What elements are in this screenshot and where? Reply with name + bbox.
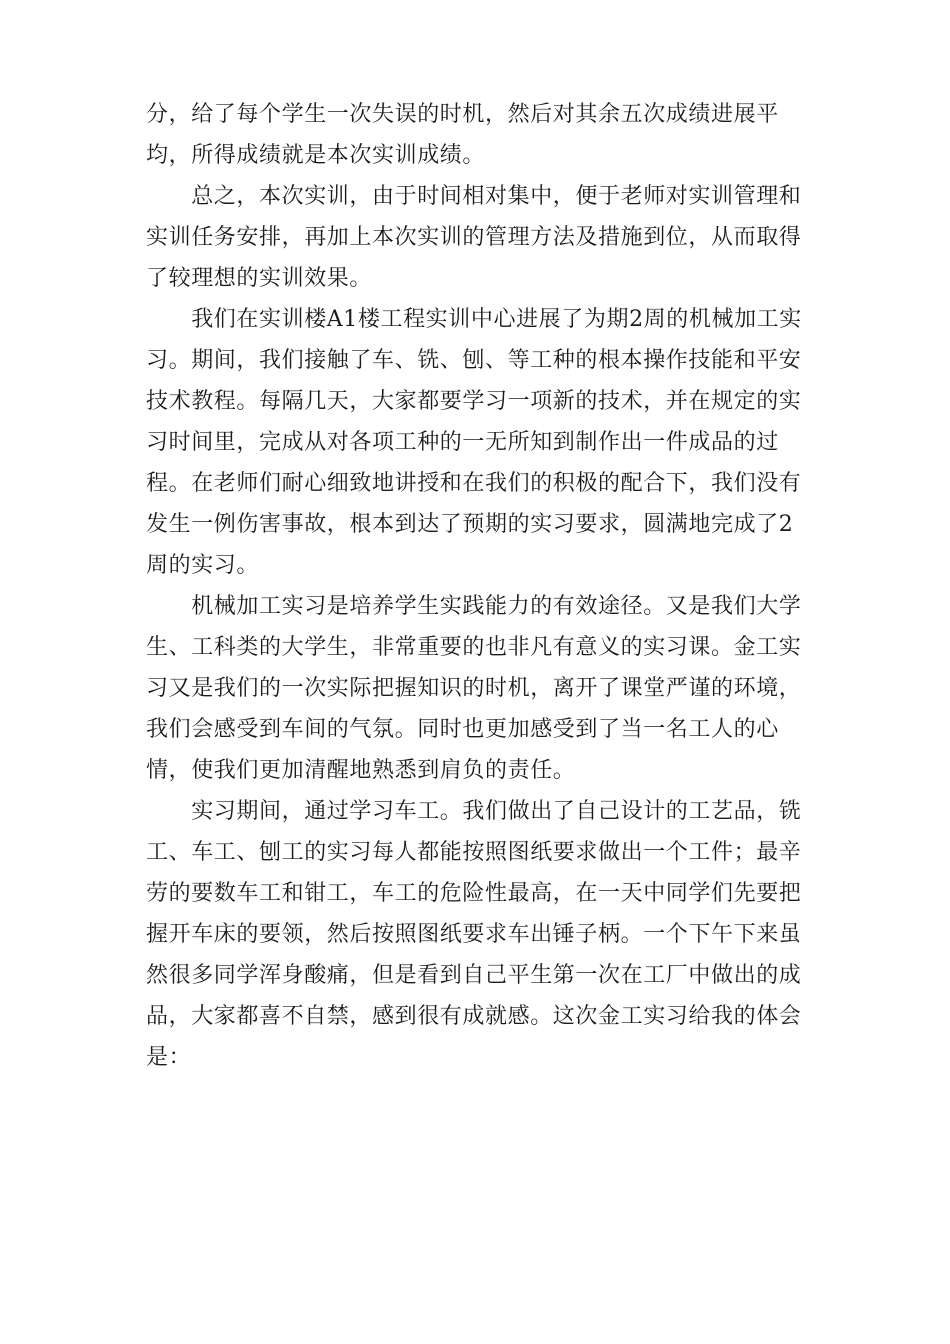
- text-line: 了较理想的实训效果。: [146, 266, 373, 291]
- text-line: 机械加工实习是培养学生实践能力的有效途径。又是我们大学: [146, 594, 802, 619]
- text-line: 习。期间，我们接触了车、铣、刨、等工种的根本操作技能和平安: [146, 348, 802, 373]
- text-line: 周的实习。: [146, 553, 260, 578]
- text-line: 实习期间，通过学习车工。我们做出了自己设计的工艺品，铣: [146, 799, 802, 824]
- text-line: 工、车工、刨工的实习每人都能按照图纸要求做出一个工件；最辛: [146, 840, 802, 865]
- text-line: 品，大家都喜不自禁，感到很有成就感。这次金工实习给我的体会: [146, 1004, 802, 1029]
- text-line: 程。在老师们耐心细致地讲授和在我们的积极的配合下，我们没有: [146, 471, 802, 496]
- paragraph-5: [146, 791, 806, 1078]
- text-line: 技术教程。每隔几天，大家都要学习一项新的技术，并在规定的实: [146, 389, 802, 414]
- paragraph-4: [146, 586, 806, 791]
- text-line: 生、工科类的大学生，非常重要的也非凡有意义的实习课。金工实: [146, 635, 802, 660]
- text-line: 总之，本次实训，由于时间相对集中，便于老师对实训管理和: [146, 184, 802, 209]
- text-line: 情，使我们更加清醒地熟悉到肩负的责任。: [146, 758, 576, 783]
- text-line: 习又是我们的一次实际把握知识的时机，离开了课堂严谨的环境，: [146, 676, 802, 701]
- paragraph-2: [146, 176, 806, 299]
- paragraph-3: [146, 299, 806, 586]
- paragraph-1: [146, 94, 806, 176]
- text-line: 我们在实训楼A1楼工程实训中心进展了为期2周的机械加工实: [146, 307, 802, 332]
- text-line: 习时间里，完成从对各项工种的一无所知到制作出一件成品的过: [146, 430, 779, 455]
- text-line: 然很多同学浑身酸痛，但是看到自己平生第一次在工厂中做出的成: [146, 963, 802, 988]
- text-line: 分，给了每个学生一次失误的时机，然后对其余五次成绩进展平: [146, 102, 779, 127]
- text-line: 握开车床的要领，然后按照图纸要求车出锤子柄。一个下午下来虽: [146, 922, 802, 947]
- text-line: 是：: [146, 1045, 192, 1070]
- text-line: 实训任务安排，再加上本次实训的管理方法及措施到位，从而取得: [146, 225, 802, 250]
- document-body: [146, 94, 806, 1078]
- text-line: 我们会感受到车间的气氛。同时也更加感受到了当一名工人的心: [146, 717, 779, 742]
- text-line: 劳的要数车工和钳工，车工的危险性最高，在一天中同学们先要把: [146, 881, 802, 906]
- text-line: 发生一例伤害事故，根本到达了预期的实习要求，圆满地完成了2: [146, 512, 794, 537]
- text-line: 均，所得成绩就是本次实训成绩。: [146, 143, 486, 168]
